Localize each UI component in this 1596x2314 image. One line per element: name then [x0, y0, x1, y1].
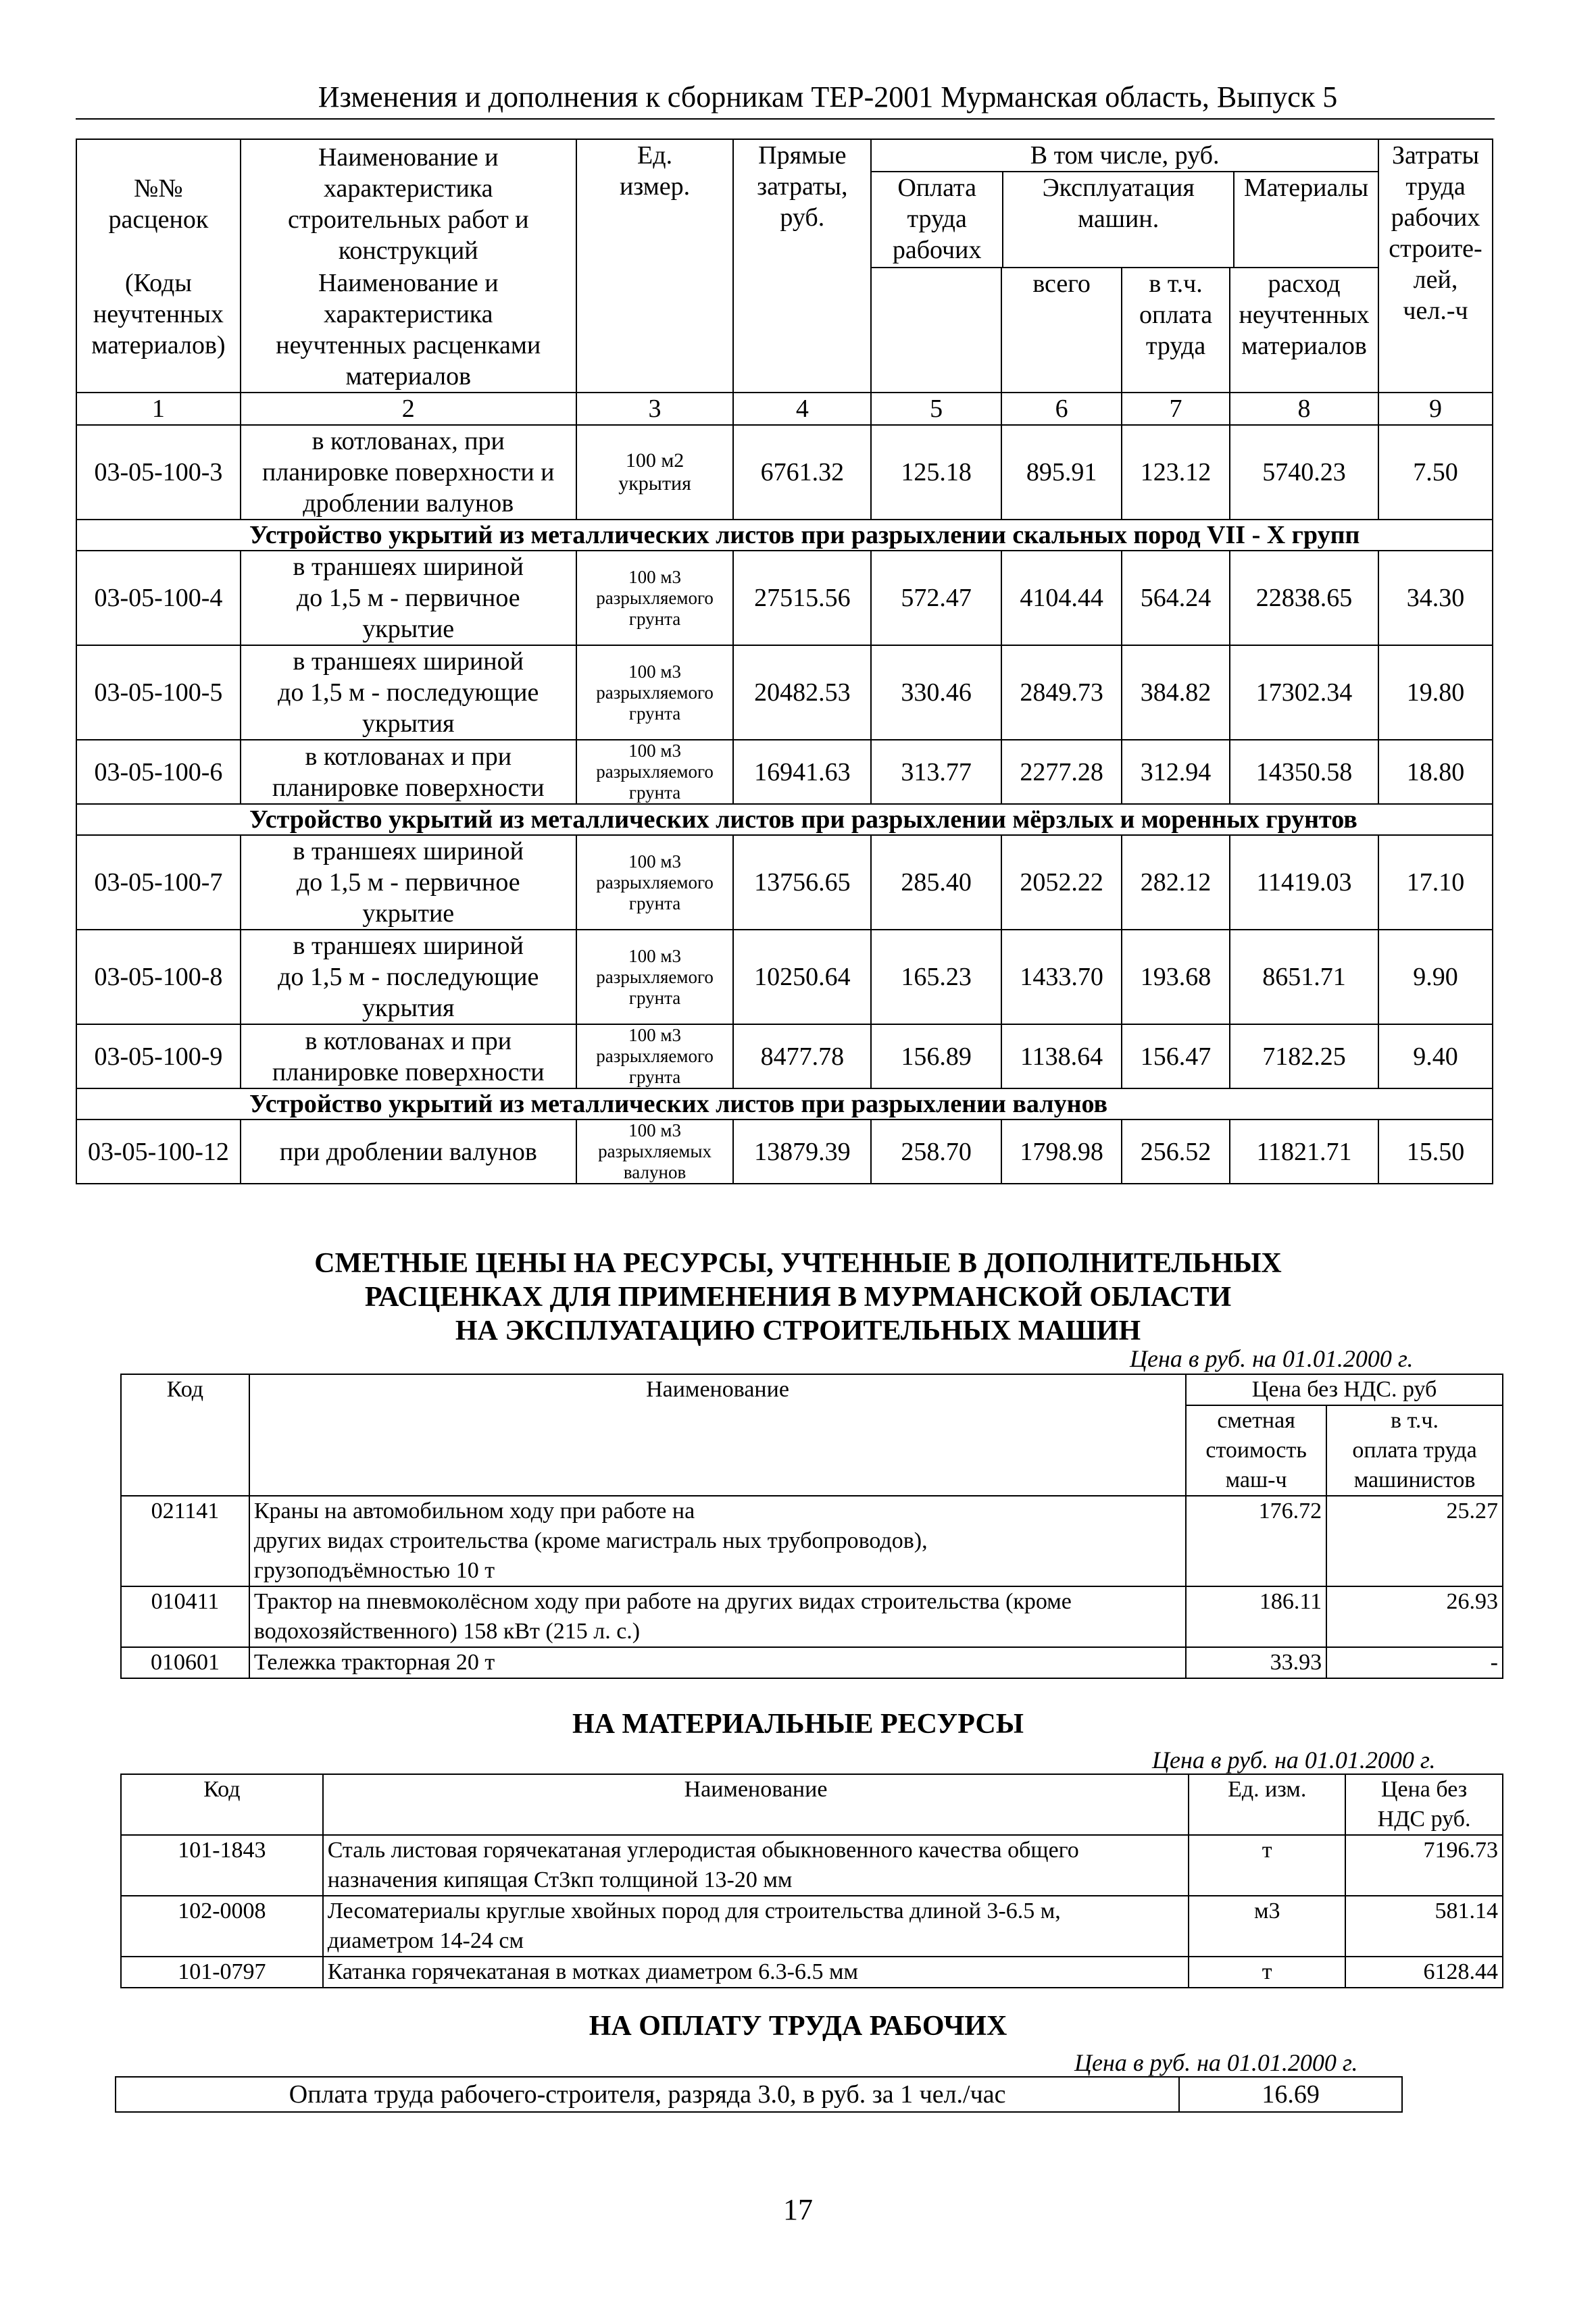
page-number: 17: [783, 2193, 813, 2226]
material-unit: м3: [1189, 1896, 1345, 1957]
rate-labor: 156.89: [871, 1024, 1001, 1088]
material-name: Лесоматериалы круглые хвойных пород для строительства длиной 3-6.5 м, диаметром 14-24 см: [323, 1896, 1189, 1957]
rate-labor: 165.23: [871, 930, 1001, 1024]
rate-hours: 34.30: [1378, 551, 1493, 645]
rate-machines-labor: 564.24: [1122, 551, 1230, 645]
materials-price-note: Цена в руб. на 01.01.2000 г.: [1152, 1746, 1436, 1774]
rate-direct: 6761.32: [733, 425, 871, 520]
machines-head-wage: в т.ч. оплата труда машинистов: [1326, 1405, 1503, 1496]
rate-labor: 285.40: [871, 835, 1001, 930]
rate-unit: 100 м3 разрыхляемого грунта: [576, 645, 734, 740]
material-unit: т: [1189, 1835, 1345, 1896]
rate-name: при дроблении валунов: [241, 1120, 576, 1184]
machine-name: Тележка тракторная 20 т: [249, 1647, 1186, 1678]
rate-code: 03-05-100-12: [76, 1120, 241, 1184]
table-row: [76, 645, 1493, 740]
head-name-bottom: Наименование и характеристика неучтенных расценками материалов: [241, 268, 576, 393]
rate-code: 03-05-100-4: [76, 551, 241, 645]
machine-name: Трактор на пневмоколёсном ходу при работе на других видах строительства (кроме водохозяйственного) 158 кВт (215 л. с.): [249, 1586, 1186, 1647]
rate-name: в траншеях шириной до 1,5 м - последующие укрытия: [241, 645, 576, 740]
rate-machines: 895.91: [1001, 425, 1122, 520]
material-price: 581.14: [1345, 1896, 1503, 1957]
rate-machines: 2052.22: [1001, 835, 1122, 930]
rate-unit: 100 м2 укрытия: [576, 425, 734, 520]
rate-machines: 1138.64: [1001, 1024, 1122, 1088]
rate-machines-labor: 156.47: [1122, 1024, 1230, 1088]
rate-materials: 17302.34: [1230, 645, 1378, 740]
rate-hours: 19.80: [1378, 645, 1493, 740]
rate-code: 03-05-100-8: [76, 930, 241, 1024]
table-row: [76, 740, 1493, 804]
materials-title: НА МАТЕРИАЛЬНЫЕ РЕСУРСЫ: [572, 1709, 1024, 1740]
rate-materials: 11821.71: [1230, 1120, 1378, 1184]
materials-head-name: Наименование: [323, 1774, 1189, 1835]
head-code-bottom: (Коды неучтенных материалов): [76, 268, 241, 393]
head-group: В том числе, руб. Оплата труда рабочих Эксплуатация машин. Материалы: [871, 139, 1378, 268]
col-num: 1: [76, 393, 241, 425]
rate-direct: 10250.64: [733, 930, 871, 1024]
material-price: 7196.73: [1345, 1835, 1503, 1896]
machines-head-cost: сметная стоимость маш-ч: [1186, 1405, 1326, 1496]
machine-wage: 25.27: [1326, 1496, 1503, 1586]
materials-head-price: Цена без НДС руб.: [1345, 1774, 1503, 1835]
rate-labor: 572.47: [871, 551, 1001, 645]
col-num: 3: [576, 393, 734, 425]
col-num: 8: [1230, 393, 1378, 425]
rate-labor: 313.77: [871, 740, 1001, 804]
head-direct: Прямые затраты, руб.: [733, 139, 871, 393]
rate-unit: 100 м3 разрыхляемого грунта: [576, 835, 734, 930]
rate-machines: 2849.73: [1001, 645, 1122, 740]
rate-unit: 100 м3 разрыхляемого грунта: [576, 930, 734, 1024]
rate-unit: 100 м3 разрыхляемых валунов: [576, 1120, 734, 1184]
table-row: [121, 1586, 1503, 1647]
rate-machines: 4104.44: [1001, 551, 1122, 645]
material-name: Сталь листовая горячекатаная углеродистая обыкновенного качества общего назначения кипящая Ст3кп толщиной 13-20 мм: [323, 1835, 1189, 1896]
machine-name: Краны на автомобильном ходу при работе на других видах строительства (кроме магистраль ных трубопроводов), грузоподъёмностью 10 т: [249, 1496, 1186, 1586]
rate-machines-labor: 193.68: [1122, 930, 1230, 1024]
rate-code: 03-05-100-7: [76, 835, 241, 930]
col-num: 5: [871, 393, 1001, 425]
table-row: [76, 425, 1493, 520]
rate-machines-labor: 384.82: [1122, 645, 1230, 740]
col-num: 7: [1122, 393, 1230, 425]
rate-materials: 11419.03: [1230, 835, 1378, 930]
rate-direct: 27515.56: [733, 551, 871, 645]
section-title: Устройство укрытий из металлических листов при разрыхлении валунов: [76, 1088, 1493, 1120]
table-row: [121, 1835, 1503, 1896]
rate-name: в котлованах и при планировке поверхности: [241, 1024, 576, 1088]
table-row: [116, 2077, 1402, 2112]
rate-unit: 100 м3 разрыхляемого грунта: [576, 740, 734, 804]
head-machines-total: всего: [1001, 268, 1122, 393]
machines-head-code: Код: [121, 1374, 249, 1496]
machines-title: СМЕТНЫЕ ЦЕНЫ НА РЕСУРСЫ, УЧТЕННЫЕ В ДОПОЛНИТЕЛЬНЫХ РАСЦЕНКАХ ДЛЯ ПРИМЕНЕНИЯ В МУРМАНСКОЙ ОБЛАСТИ НА ЭКСПЛУАТАЦИЮ СТРОИТЕЛЬНЫХ МАШИН: [314, 1248, 1282, 1347]
machines-head-price: Цена без НДС. руб: [1186, 1374, 1503, 1405]
rate-materials: 8651.71: [1230, 930, 1378, 1024]
section-heading-row: [76, 520, 1493, 551]
section-title: Устройство укрытий из металлических листов при разрыхлении мёрзлых и моренных грунтов: [76, 804, 1493, 835]
machine-wage: -: [1326, 1647, 1503, 1678]
rate-unit: 100 м3 разрыхляемого грунта: [576, 1024, 734, 1088]
head-materials-top: Материалы: [1244, 174, 1369, 202]
rate-hours: 18.80: [1378, 740, 1493, 804]
rate-hours: 7.50: [1378, 425, 1493, 520]
rate-hours: 9.40: [1378, 1024, 1493, 1088]
table-row: [76, 1024, 1493, 1088]
section-title: Устройство укрытий из металлических листов при разрыхлении скальных пород VII - X групп: [76, 520, 1493, 551]
material-code: 101-0797: [121, 1957, 323, 1988]
col-num: 6: [1001, 393, 1122, 425]
labor-value: 16.69: [1179, 2077, 1402, 2112]
rate-machines: 2277.28: [1001, 740, 1122, 804]
rate-unit: 100 м3 разрыхляемого грунта: [576, 551, 734, 645]
rate-labor: 330.46: [871, 645, 1001, 740]
machine-cost: 176.72: [1186, 1496, 1326, 1586]
col-num: 9: [1378, 393, 1493, 425]
machine-wage: 26.93: [1326, 1586, 1503, 1647]
materials-head-unit: Ед. изм.: [1189, 1774, 1345, 1835]
table-row: [76, 835, 1493, 930]
machines-head-name: Наименование: [249, 1374, 1186, 1496]
main-rates-table: [76, 139, 1493, 1184]
head-materials: расход неучтенных материалов: [1230, 268, 1378, 393]
rate-direct: 8477.78: [733, 1024, 871, 1088]
rate-materials: 7182.25: [1230, 1024, 1378, 1088]
page-header: Изменения и дополнения к сборникам ТЕР-2001 Мурманская область, Выпуск 5: [318, 80, 1338, 114]
material-unit: т: [1189, 1957, 1345, 1988]
labor-label: Оплата труда рабочего-строителя, разряда 3.0, в руб. за 1 чел./час: [116, 2077, 1179, 2112]
machine-code: 010601: [121, 1647, 249, 1678]
rate-code: 03-05-100-5: [76, 645, 241, 740]
col-num: 2: [241, 393, 576, 425]
material-price: 6128.44: [1345, 1957, 1503, 1988]
machine-code: 021141: [121, 1496, 249, 1586]
rate-code: 03-05-100-3: [76, 425, 241, 520]
machines-table: [120, 1374, 1503, 1679]
rate-code: 03-05-100-9: [76, 1024, 241, 1088]
head-hours: Затраты труда рабочих строите- лей, чел.-ч: [1378, 139, 1493, 393]
header-rule: [76, 118, 1495, 120]
table-row: [121, 1957, 1503, 1988]
rate-materials: 5740.23: [1230, 425, 1378, 520]
materials-table: [120, 1774, 1503, 1988]
rate-code: 03-05-100-6: [76, 740, 241, 804]
table-row: [76, 551, 1493, 645]
rate-direct: 16941.63: [733, 740, 871, 804]
rate-name: в траншеях шириной до 1,5 м - первичное укрытие: [241, 551, 576, 645]
rate-materials: 14350.58: [1230, 740, 1378, 804]
rate-direct: 13756.65: [733, 835, 871, 930]
rate-name: в котлованах и при планировке поверхности: [241, 740, 576, 804]
rate-machines-labor: 312.94: [1122, 740, 1230, 804]
table-row: [121, 1496, 1503, 1586]
rate-direct: 20482.53: [733, 645, 871, 740]
rate-machines-labor: 123.12: [1122, 425, 1230, 520]
rate-machines: 1433.70: [1001, 930, 1122, 1024]
machine-cost: 186.11: [1186, 1586, 1326, 1647]
table-row: [76, 1120, 1493, 1184]
table-row: [121, 1647, 1503, 1678]
rate-name: в траншеях шириной до 1,5 м - первичное укрытие: [241, 835, 576, 930]
col-num: 4: [733, 393, 871, 425]
head-machines-group: Эксплуатация машин.: [1003, 172, 1235, 267]
section-heading-row: [76, 1088, 1493, 1120]
rate-labor: 258.70: [871, 1120, 1001, 1184]
material-name: Катанка горячекатаная в мотках диаметром 6.3-6.5 мм: [323, 1957, 1189, 1988]
machine-code: 010411: [121, 1586, 249, 1647]
labor-table: [115, 2076, 1403, 2113]
rate-hours: 17.10: [1378, 835, 1493, 930]
table-row: [76, 930, 1493, 1024]
rate-name: в траншеях шириной до 1,5 м - последующие укрытия: [241, 930, 576, 1024]
column-numbers-row: [76, 393, 1493, 425]
rate-direct: 13879.39: [733, 1120, 871, 1184]
rate-hours: 15.50: [1378, 1120, 1493, 1184]
section-heading-row: [76, 804, 1493, 835]
head-code-top: №№ расценок: [76, 139, 241, 268]
rate-materials: 22838.65: [1230, 551, 1378, 645]
material-code: 101-1843: [121, 1835, 323, 1896]
rate-hours: 9.90: [1378, 930, 1493, 1024]
machines-price-note: Цена в руб. на 01.01.2000 г.: [1130, 1345, 1414, 1372]
rate-machines: 1798.98: [1001, 1120, 1122, 1184]
head-labor: Оплата труда рабочих: [872, 172, 1003, 267]
rate-machines-labor: 256.52: [1122, 1120, 1230, 1184]
table-row: [121, 1896, 1503, 1957]
rate-name: в котлованах, при планировке поверхности и дроблении валунов: [241, 425, 576, 520]
head-machines-labor: в т.ч. оплата труда: [1122, 268, 1230, 393]
labor-title: НА ОПЛАТУ ТРУДА РАБОЧИХ: [589, 2011, 1007, 2042]
machine-cost: 33.93: [1186, 1647, 1326, 1678]
head-empty-labor: [871, 268, 1001, 393]
rate-labor: 125.18: [871, 425, 1001, 520]
rate-machines-labor: 282.12: [1122, 835, 1230, 930]
material-code: 102-0008: [121, 1896, 323, 1957]
materials-head-code: Код: [121, 1774, 323, 1835]
labor-price-note: Цена в руб. на 01.01.2000 г.: [1074, 2049, 1358, 2076]
head-unit: Ед. измер.: [576, 139, 734, 393]
head-name-top: Наименование и характеристика строительных работ и конструкций: [241, 139, 576, 268]
